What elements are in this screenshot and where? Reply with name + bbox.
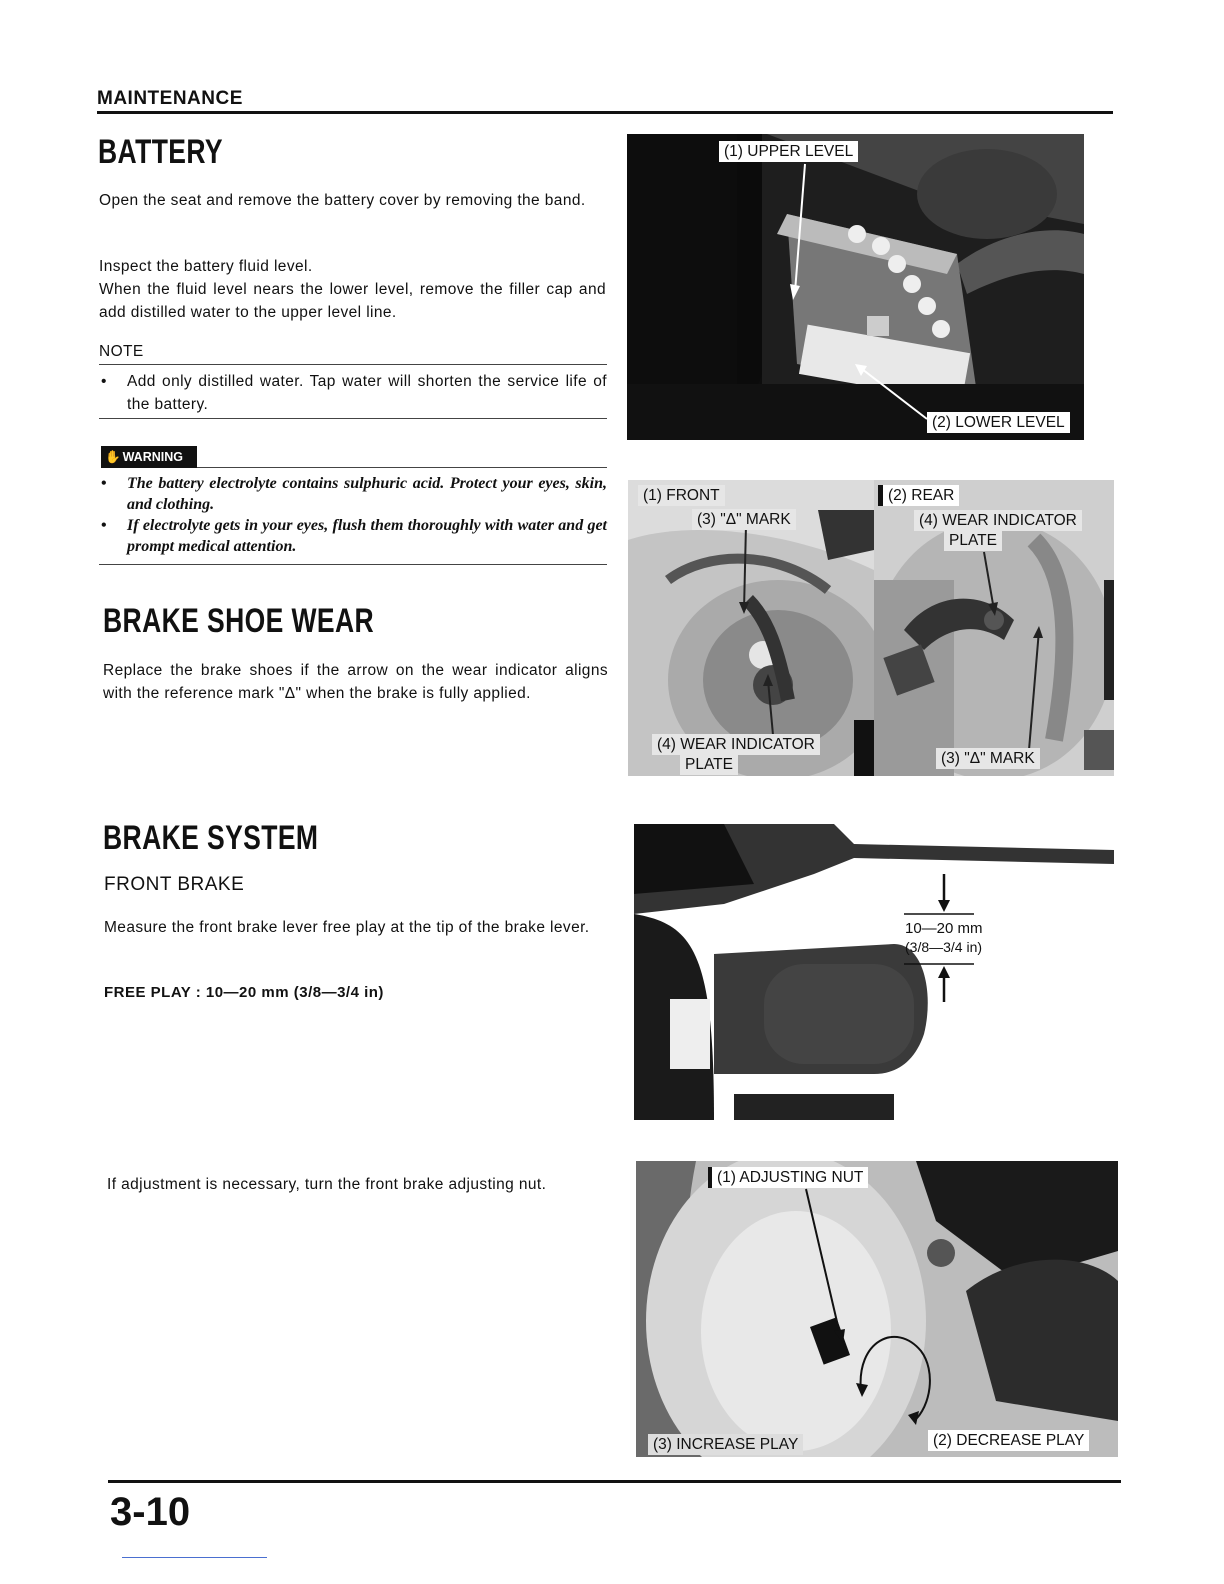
footer-link-line [122,1557,267,1558]
front-brake-shoe-photo [628,480,874,776]
free-play-spec: FREE PLAY : 10—20 mm (3/8—3/4 in) [104,984,384,1001]
rear-wear-indicator-label: (4) WEAR INDICATOR [914,510,1082,531]
page-number: 3-10 [110,1490,191,1534]
warning-label: WARNING [122,450,183,464]
brake-system-title: BRAKE SYSTEM [103,819,319,857]
header-rule [97,111,1113,114]
rear-label: (2) REAR [878,485,959,506]
front-mark-label: (3) "Δ" MARK [692,509,796,530]
brake-shoe-text: Replace the brake shoes if the arrow on the wear indicator aligns with the reference mark "Δ" when the brake is fully applied. [103,662,608,702]
warning-hand-icon: ✋ [105,449,121,464]
battery-paragraph-2 [99,255,606,324]
warning-list [99,473,607,557]
lever-free-play-mm: 10—20 mm [905,920,983,937]
battery-inspect-text: Inspect the battery fluid level. [99,258,313,275]
note-rule-top [99,364,607,365]
battery-upper-level-label: (1) UPPER LEVEL [719,141,858,162]
front-brake-subtitle: FRONT BRAKE [104,874,245,895]
front-label: (1) FRONT [638,485,725,506]
brake-lever-photo [634,824,1114,1120]
rear-brake-shoe-photo [874,480,1114,776]
brake-shoe-title: BRAKE SHOE WEAR [103,602,375,640]
footer-rule [108,1480,1121,1483]
note-item: • Add only distilled water. Tap water will shorten the service life of the battery. [99,370,607,416]
note-item-text: Add only distilled water. Tap water will shorten the service life of the battery. [127,373,607,413]
battery-lower-level-label: (2) LOWER LEVEL [927,412,1070,433]
warning-item: • The battery electrolyte contains sulphuric acid. Protect your eyes, skin, and clothing. [101,475,607,513]
front-wear-indicator-label: (4) WEAR INDICATOR [652,734,820,755]
battery-paragraph-1: Open the seat and remove the battery cover by removing the band. [99,192,586,209]
increase-play-label: (3) INCREASE PLAY [648,1434,803,1455]
rear-mark-label: (3) "Δ" MARK [936,748,1040,769]
rear-wear-indicator-plate-label: PLATE [944,530,1002,551]
adjustment-text: If adjustment is necessary, turn the front brake adjusting nut. [107,1176,547,1193]
battery-title: BATTERY [98,133,224,171]
decrease-play-label: (2) DECREASE PLAY [928,1430,1089,1451]
warning-item: • If electrolyte gets in your eyes, flush them thoroughly with water and get prompt medical attention. [101,517,607,555]
battery-fluid-text: When the fluid level nears the lower level, remove the filler cap and add distilled water to the upper level line. [99,281,606,321]
front-wear-indicator-plate-label: PLATE [680,754,738,775]
warning-badge [101,446,197,468]
note-label: NOTE [99,343,144,360]
warning-rule-top [197,467,607,468]
section-header: MAINTENANCE [97,88,243,109]
adjusting-nut-label: (1) ADJUSTING NUT [708,1167,868,1188]
adjusting-nut-photo [636,1161,1118,1457]
note-rule-bottom [99,418,607,419]
lever-free-play-in: (3/8—3/4 in) [905,939,983,955]
battery-photo [627,134,1084,440]
warning-rule-bottom [99,564,607,565]
front-brake-text: Measure the front brake lever free play at the tip of the brake lever. [104,919,590,936]
